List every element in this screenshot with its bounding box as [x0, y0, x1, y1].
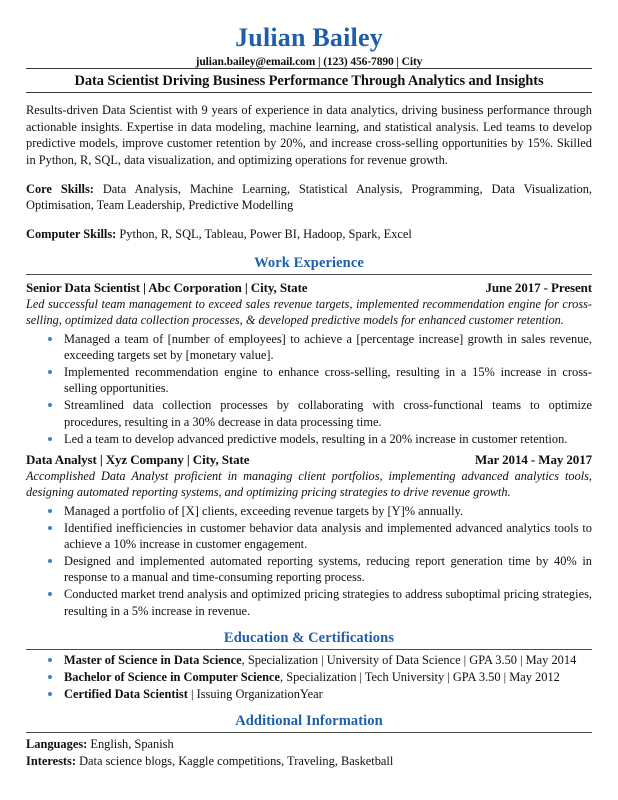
interests-line	[26, 753, 592, 770]
education-degree: Bachelor of Science in Computer Science	[64, 669, 281, 684]
core-skills-line	[26, 181, 592, 214]
job-header	[26, 452, 592, 468]
job-summary: Accomplished Data Analyst proficient in managing client portfolios, implementing advanced analytics tools, designing automated reporting systems, and optimizing pricing strategies to drive revenue growth.	[26, 468, 592, 499]
job-bullet: Led a team to develop advanced predictive models, resulting in a 20% increase in customer retention.	[46, 431, 592, 447]
section-title-additional-information: Additional Information	[235, 713, 383, 730]
job-date: Mar 2014 - May 2017	[474, 451, 592, 467]
computer-skills-label: Computer Skills:	[26, 227, 117, 242]
job-bullet: Streamlined data collection processes by collaborating with cross-functional teams to optimize procedures, resulting in a 30% decrease in data processing time.	[46, 397, 592, 429]
education-item	[46, 652, 592, 668]
job-bullet: Designed and implemented automated reporting systems, reducing report generation time by 40% in response to a manual and time-consuming reporting process.	[46, 553, 592, 585]
education-divider	[26, 649, 592, 650]
languages-value: English, Spanish	[87, 737, 174, 752]
job-entry	[26, 452, 592, 619]
computer-skills-value: Python, R, SQL, Tableau, Power BI, Hadoop, Spark, Excel	[116, 227, 412, 242]
job-title: Data Analyst | Xyz Company | City, State	[26, 451, 250, 467]
education-degree: Certified Data Scientist	[64, 686, 188, 701]
contact-line: julian.bailey@email.com | (123) 456-7890 | City	[195, 56, 423, 69]
education-list	[26, 652, 592, 702]
job-header	[26, 280, 592, 296]
section-title-work-experience: Work Experience	[254, 254, 364, 271]
candidate-name: Julian Bailey	[235, 23, 383, 52]
section-title-education: Education & Certifications	[223, 629, 395, 646]
job-bullet: Managed a portfolio of [X] clients, exceeding revenue targets by [Y]% annually.	[46, 503, 592, 519]
education-detail: | Issuing OrganizationYear	[187, 686, 323, 701]
core-skills-value: Data Analysis, Machine Learning, Statistical Analysis, Programming, Data Visualization, Optimisation, Team Leadership, Predictive Modelling	[26, 181, 592, 213]
job-bullet-list	[26, 503, 592, 619]
job-bullet: Conducted market trend analysis and optimized pricing strategies to address suboptimal pricing strategies, resulting in a 5% increase in revenue.	[46, 586, 592, 618]
interests-label: Interests:	[26, 754, 77, 769]
job-bullet: Managed a team of [number of employees] to achieve a [percentage increase] growth in sales revenue, exceeding targets set by [monetary value].	[46, 331, 592, 363]
education-degree: Master of Science in Data Science	[64, 652, 242, 667]
work-experience-divider	[26, 274, 592, 275]
headline-divider	[26, 92, 592, 93]
job-entry	[26, 280, 592, 447]
education-detail: , Specialization | University of Data Science | GPA 3.50 | May 2014	[241, 652, 577, 667]
additional-information-body	[26, 736, 592, 770]
work-experience-section	[26, 255, 592, 619]
job-bullet-list	[26, 331, 592, 447]
education-detail: , Specialization | Tech University | GPA 3.50 | May 2012	[280, 669, 560, 684]
languages-line	[26, 736, 592, 753]
job-bullet: Identified inefficiencies in customer behavior data analysis and implemented advanced analytics tools to achieve a 10% increase in customer engagement.	[46, 520, 592, 552]
job-summary: Led successful team management to exceed sales revenue targets, implemented recommendation engine for cross-selling, optimized data collection processes, & developed predictive models for enhanced customer retention.	[26, 296, 592, 327]
education-item	[46, 686, 592, 702]
education-item	[46, 669, 592, 685]
additional-information-divider	[26, 732, 592, 733]
education-section	[26, 630, 592, 702]
job-title: Senior Data Scientist | Abc Corporation | City, State	[26, 279, 308, 295]
additional-information-section	[26, 713, 592, 770]
languages-label: Languages:	[26, 737, 88, 752]
core-skills-label: Core Skills:	[26, 181, 94, 196]
computer-skills-line	[26, 226, 592, 243]
interests-value: Data science blogs, Kaggle competitions, Traveling, Basketball	[76, 754, 394, 769]
professional-headline: Data Scientist Driving Business Performance Through Analytics and Insights	[74, 73, 544, 90]
job-date: June 2017 - Present	[485, 279, 592, 295]
professional-summary: Results-driven Data Scientist with 9 years of experience in data analytics, driving business performance through actionable insights. Expertise in data modeling, machine learning, and statistical analysis. Led teams to develop predictive models, improve customer retention by 20%, and increase cross-selling opportunities by 15%. Skilled in Python, R, SQL, data visualization, and optimizing operations for revenue growth.	[26, 103, 592, 167]
job-bullet: Implemented recommendation engine to enhance cross-selling, resulting in a 15% increase in cross-selling opportunities.	[46, 364, 592, 396]
